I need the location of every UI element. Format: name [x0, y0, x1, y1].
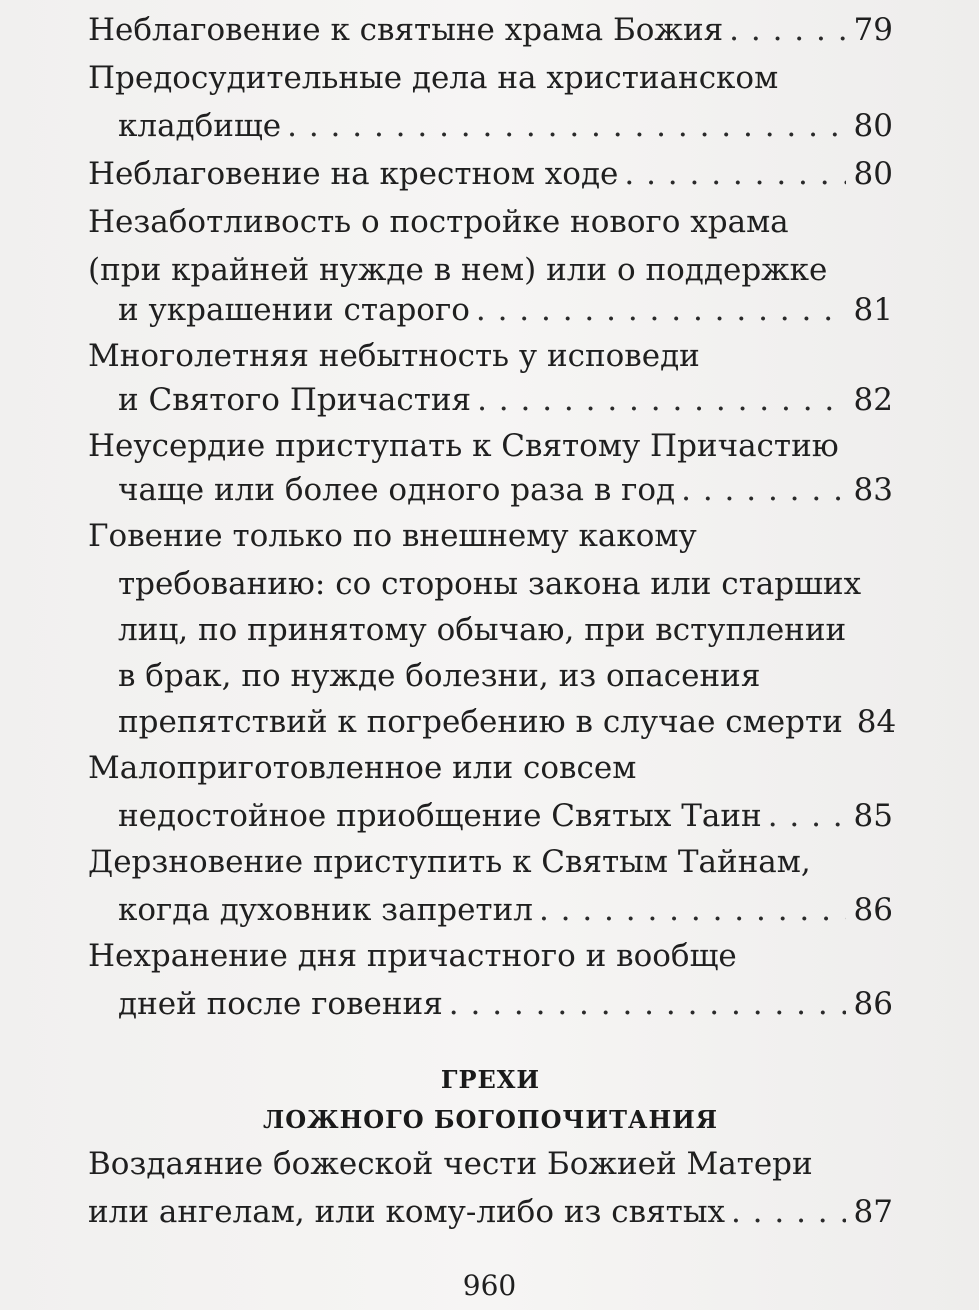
section-entry-1-line-2: [88, 1188, 893, 1236]
toc-entry-6-line-2: [118, 466, 893, 514]
toc-entry-5-line-1: [88, 332, 893, 380]
page-number: 84: [856, 704, 897, 740]
toc-entry-text: Неблаговение к святыне храма Божия: [88, 12, 724, 48]
page-number: 87: [853, 1194, 893, 1230]
leader-dots: [287, 102, 845, 150]
toc-entry-text: (при крайней нужде в нем) или о поддержке: [88, 252, 828, 288]
leader-dots: [624, 150, 845, 198]
toc-entry-text: и украшении старого: [118, 292, 470, 328]
toc-entry-text: когда духовник запретил: [118, 892, 533, 928]
toc-entry-10-line-1: [88, 932, 893, 980]
toc-entry-7-line-3: [118, 606, 893, 654]
leader-dots: [729, 6, 845, 54]
leader-dots: [477, 376, 845, 424]
page-number: 86: [853, 892, 893, 928]
page-number: 80: [853, 156, 893, 192]
toc-entry-3: [88, 150, 893, 198]
leader-dots: [768, 792, 846, 840]
toc-entry-text: Незаботливость о постройке нового храма: [88, 204, 789, 240]
page-number: 79: [853, 12, 893, 48]
page-number: 80: [853, 108, 893, 144]
toc-entry-text: в брак, по нужде болезни, из опасения: [118, 658, 761, 694]
toc-entry-text: Многолетняя небытность у исповеди: [88, 338, 700, 374]
toc-entry-8-line-1: [88, 744, 893, 792]
toc-entry-text: лиц, по принятому обычаю, при вступлении: [118, 612, 847, 648]
toc-entry-1: [88, 6, 893, 54]
toc-entry-text: Неблаговение на крестном ходе: [88, 156, 619, 192]
page-number: 83: [853, 472, 893, 508]
toc-entry-text: Неусердие приступать к Святому Причастию: [88, 428, 839, 464]
toc-entry-4-line-3: [118, 286, 893, 334]
toc-entry-text: недостойное приобщение Святых Таин: [118, 798, 762, 834]
section-entry-1-line-1: [88, 1140, 893, 1188]
toc-entry-6-line-1: [88, 422, 893, 470]
page-number: 81: [853, 292, 893, 328]
toc-entry-2-line-1: [88, 54, 893, 102]
toc-entry-text: и Святого Причастия: [118, 382, 472, 418]
toc-entry-7-line-4: [118, 652, 893, 700]
toc-entry-text: Говение только по внешнему какому: [88, 518, 697, 554]
leader-dots: [681, 466, 845, 514]
toc-entry-2-line-2: [118, 102, 893, 150]
page-number: 82: [853, 382, 893, 418]
toc-entry-text: чаще или более одного раза в год: [118, 472, 676, 508]
toc-entry-text: требованию: со стороны закона или старших: [118, 566, 862, 602]
leader-dots: [476, 286, 846, 334]
page-number: 85: [853, 798, 893, 834]
page-number: 86: [853, 986, 893, 1022]
toc-entry-text: Дерзновение приступить к Святым Тайнам,: [88, 844, 811, 880]
toc-entry-5-line-2: [118, 376, 893, 424]
section-heading-line-1: ГРЕХИ: [440, 1065, 541, 1094]
toc-entry-text: Нехранение дня причастного и вообще: [88, 938, 737, 974]
toc-entry-4-line-1: [88, 198, 893, 246]
toc-entry-10-line-2: [118, 980, 893, 1028]
leader-dots: [731, 1188, 846, 1236]
toc-entry-9-line-1: [88, 838, 893, 886]
toc-entry-9-line-2: [118, 886, 893, 934]
toc-entry-text: дней после говения: [118, 986, 443, 1022]
toc-entry-text: кладбище: [118, 108, 282, 144]
toc-entry-text: Предосудительные дела на христианском: [88, 60, 779, 96]
toc-entry-7-line-2: [118, 560, 893, 608]
toc-entry-text: или ангелам, или кому-либо из святых: [88, 1194, 725, 1230]
toc-entry-text: препятствий к погребению в случае смерти: [118, 704, 843, 740]
section-heading-line-2: ЛОЖНОГО БОГОПОЧИТАНИЯ: [262, 1105, 718, 1134]
toc-entry-7-line-5: [118, 698, 897, 746]
leader-dots: [539, 886, 846, 934]
toc-entry-text: Воздаяние божеской чести Божией Матери: [88, 1146, 813, 1182]
toc-entry-8-line-2: [118, 792, 893, 840]
page-folio-number: 960: [462, 1269, 517, 1302]
toc-entry-text: Малоприготовленное или совсем: [88, 750, 637, 786]
toc-entry-7-line-1: [88, 512, 893, 560]
leader-dots: [449, 980, 846, 1028]
